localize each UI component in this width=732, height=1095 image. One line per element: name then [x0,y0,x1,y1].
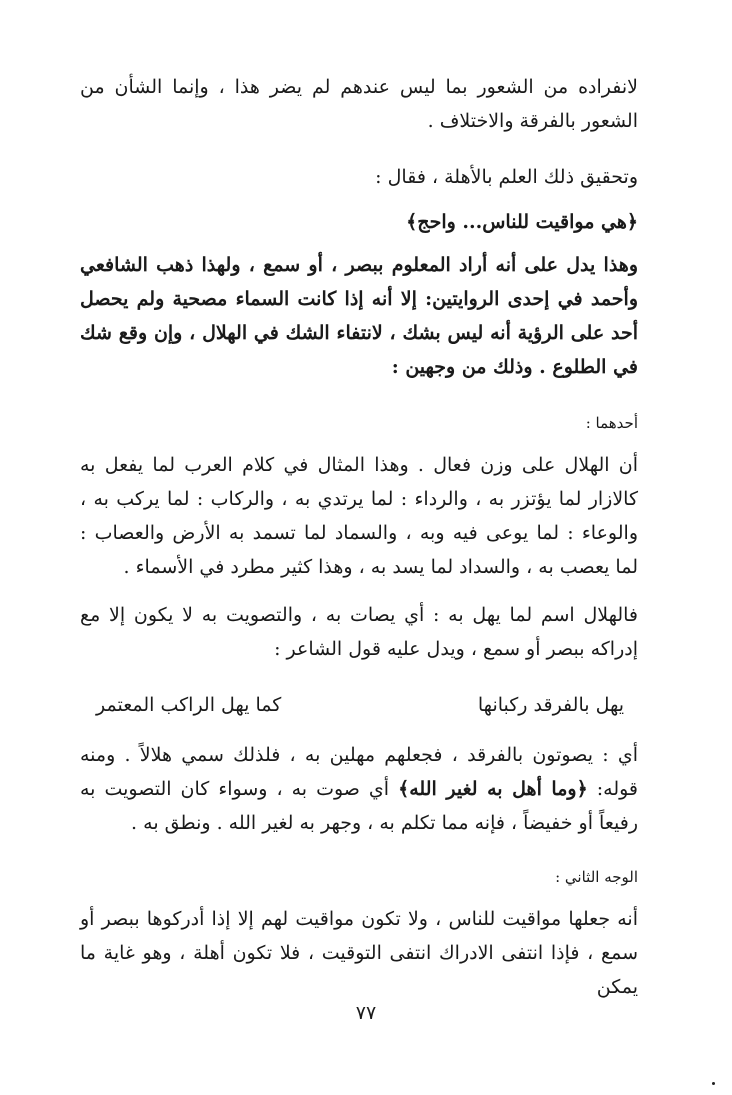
paragraph-6-start: أي : يصوتون بالفرقد ، فجعلهم مهلين به ، فلذلك سمي هلالاً . ومنه قوله: [80,744,639,800]
verse-second-hemistich: كما يهل الراكب المعتمر [96,694,282,716]
verse-first-hemistich: يهل بالفرقد ركبانها [477,694,624,716]
paragraph-3: وهذا يدل على أنه أراد المعلوم ببصر ، أو سمع ، ولهذا ذهب الشافعي وأحمد في إحدى الروايتين: إلا أنه إذا كانت السماء مصحية ولم يحصل أحد على الرؤية أنه ليس بشك ، لانتفاء الشك في الهلال ، وإن وقع شك في الطلوع . وذلك من وجهين : [80,254,638,378]
paragraph-2: وتحقيق ذلك العلم بالأهلة ، فقال : [375,166,638,188]
heading-first-aspect: أحدهما : [585,414,638,432]
poetry-verse [96,688,624,722]
paragraph-6-end: أي صوت به ، وسواء كان التصويت به رفيعاً أو خفيضاً ، فإنه مما تكلم به ، وجهر به لغير الله . ونطق به . [80,778,638,834]
paragraph-4: أن الهلال على وزن فعال . وهذا المثال في كلام العرب لما يفعل به كالازار لما يؤتزر به ، والرداء : لما يرتدي به ، والركاب : لما يركب به ، والوعاء : لما يوعى فيه وبه ، والسماد لما تسمد به الأرض والعصاب : لما يعصب به ، والسداد لما يسد به ، وهذا كثير مطرد في الأسماء . [80,454,638,578]
scan-speck [712,1082,715,1085]
quran-quote-2: ﴿وما أهل به لغير الله﴾ [398,778,588,800]
heading-second-aspect: الوجه الثاني : [555,868,638,886]
paragraph-6 [80,738,638,840]
paragraph-1: لانفراده من الشعور بما ليس عندهم لم يضر هذا ، وإنما الشأن من الشعور بالفرقة والاختلاف . [80,76,638,132]
paragraph-5: فالهلال اسم لما يهل به : أي يصات به ، والتصويت به لا يكون إلا مع إدراكه ببصر أو سمع ، ويدل عليه قول الشاعر : [80,604,638,660]
paragraph-7: أنه جعلها مواقيت للناس ، ولا تكون مواقيت لهم إلا إذا أدركوها ببصر أو سمع ، فإذا انتفى الادراك انتفى التوقيت ، فلا تكون أهلة ، وهو غاية ما يمكن [80,908,638,998]
quran-quote-1: ﴿هي مواقيت للناس... واحج﴾ [406,211,638,233]
page-number: ٧٧ [355,1002,377,1024]
